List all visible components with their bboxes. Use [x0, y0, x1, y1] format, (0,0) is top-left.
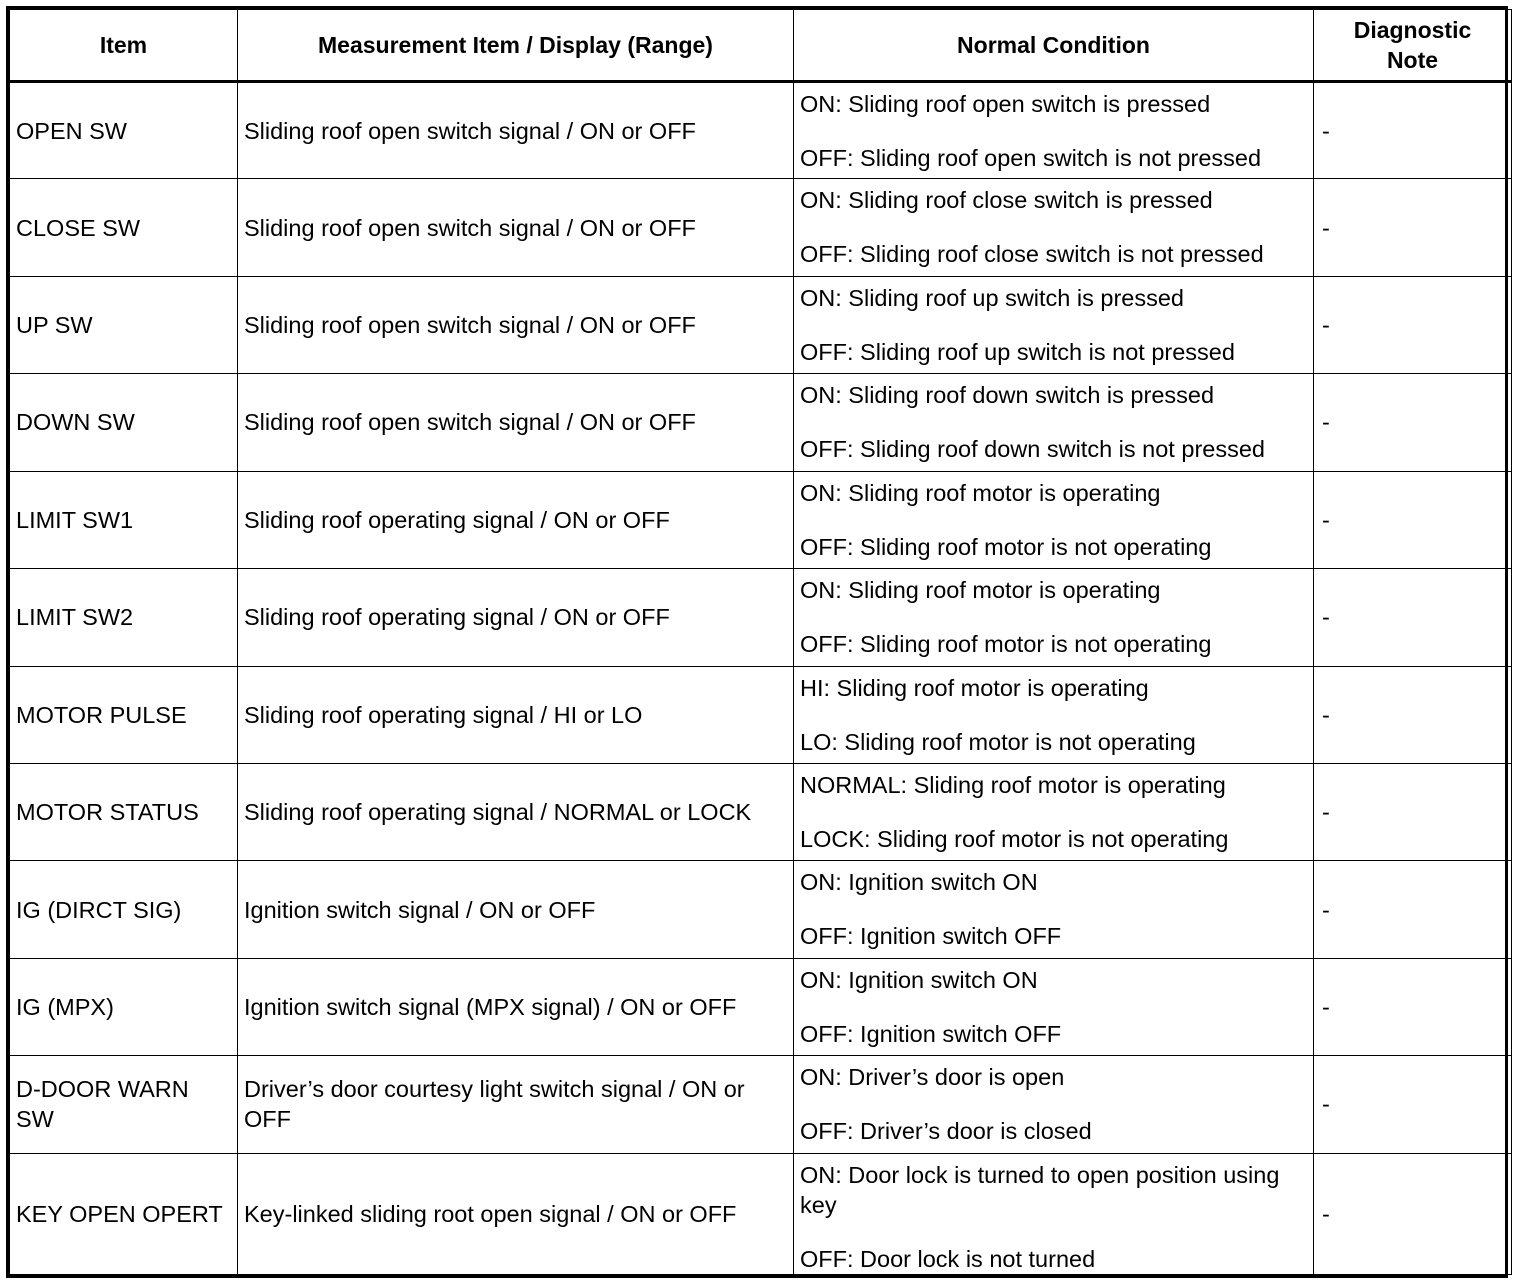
table-row	[10, 276, 1512, 373]
normal-condition-cell	[794, 958, 1314, 1055]
header-note-line1: Diagnostic	[1353, 17, 1472, 43]
measurement-cell: Sliding roof operating signal / ON or OFF	[238, 471, 794, 568]
condition-off: LOCK: Sliding roof motor is not operating	[800, 825, 1229, 852]
condition-off: OFF: Sliding roof motor is not operating	[800, 533, 1212, 560]
measurement-cell: Sliding roof operating signal / ON or OFF	[238, 569, 794, 666]
measurement-cell: Sliding roof operating signal / NORMAL or LOCK	[238, 763, 794, 860]
normal-condition-cell	[794, 82, 1314, 179]
table-row	[10, 179, 1512, 276]
diagnostic-note-cell: -	[1314, 666, 1512, 763]
condition-off: OFF: Driver’s door is closed	[800, 1118, 1092, 1145]
normal-condition-cell	[794, 179, 1314, 276]
table-row	[10, 374, 1512, 471]
item-cell: D-DOOR WARN SW	[10, 1056, 238, 1153]
condition-on: ON: Sliding roof motor is operating	[800, 479, 1161, 506]
table-row	[10, 861, 1512, 958]
normal-condition-cell	[794, 374, 1314, 471]
item-cell: KEY OPEN OPERT	[10, 1153, 238, 1274]
diagnostic-note-cell: -	[1314, 1056, 1512, 1153]
normal-condition-cell	[794, 666, 1314, 763]
condition-on: ON: Ignition switch ON	[800, 869, 1038, 896]
normal-condition-cell	[794, 569, 1314, 666]
condition-on: ON: Sliding roof motor is operating	[800, 577, 1161, 604]
condition-off: LO: Sliding roof motor is not operating	[800, 728, 1196, 755]
normal-condition-cell	[794, 861, 1314, 958]
header-note-line2: Note	[1386, 47, 1439, 73]
diagnostic-note-cell: -	[1314, 569, 1512, 666]
table-row	[10, 1056, 1512, 1153]
table-row	[10, 82, 1512, 179]
item-cell: OPEN SW	[10, 82, 238, 179]
diagnostic-note-cell: -	[1314, 374, 1512, 471]
item-cell: MOTOR PULSE	[10, 666, 238, 763]
diagnostic-note-cell: -	[1314, 958, 1512, 1055]
normal-condition-cell	[794, 276, 1314, 373]
item-cell: LIMIT SW1	[10, 471, 238, 568]
header-normal-condition: Normal Condition	[794, 10, 1314, 82]
condition-off: OFF: Sliding roof open switch is not pressed	[800, 145, 1262, 171]
condition-on: ON: Sliding roof down switch is pressed	[800, 382, 1215, 409]
condition-off: OFF: Sliding roof down switch is not pressed	[800, 436, 1265, 463]
condition-off: OFF: Ignition switch OFF	[800, 923, 1062, 950]
item-cell: UP SW	[10, 276, 238, 373]
condition-on: ON: Sliding roof close switch is pressed	[800, 187, 1213, 214]
measurement-cell: Sliding roof open switch signal / ON or OFF	[238, 82, 794, 179]
normal-condition-cell	[794, 1056, 1314, 1153]
diagnostic-note-cell: -	[1314, 276, 1512, 373]
measurement-cell: Ignition switch signal (MPX signal) / ON or OFF	[238, 958, 794, 1055]
item-cell: LIMIT SW2	[10, 569, 238, 666]
measurement-cell: Ignition switch signal / ON or OFF	[238, 861, 794, 958]
measurement-cell: Sliding roof open switch signal / ON or OFF	[238, 374, 794, 471]
header-measurement: Measurement Item / Display (Range)	[238, 10, 794, 82]
table-row	[10, 471, 1512, 568]
measurement-cell: Sliding roof operating signal / HI or LO	[238, 666, 794, 763]
normal-condition-cell	[794, 763, 1314, 860]
diagnostic-data-table-sheet	[6, 6, 1508, 1278]
header-diagnostic-note	[1314, 10, 1512, 82]
condition-off: OFF: Sliding roof up switch is not pressed	[800, 338, 1235, 365]
item-cell: DOWN SW	[10, 374, 238, 471]
condition-off: OFF: Door lock is not turned	[800, 1245, 1096, 1272]
condition-on: HI: Sliding roof motor is operating	[800, 674, 1149, 701]
diagnostic-note-cell: -	[1314, 471, 1512, 568]
diagnostic-note-cell: -	[1314, 82, 1512, 179]
header-row	[10, 10, 1512, 82]
table-row	[10, 666, 1512, 763]
table-row	[10, 569, 1512, 666]
normal-condition-cell	[794, 471, 1314, 568]
table-body	[10, 82, 1512, 1275]
condition-off: OFF: Ignition switch OFF	[800, 1020, 1062, 1047]
item-cell: IG (DIRCT SIG)	[10, 861, 238, 958]
measurement-cell: Sliding roof open switch signal / ON or OFF	[238, 276, 794, 373]
diagnostic-note-cell: -	[1314, 861, 1512, 958]
table-row	[10, 1153, 1512, 1274]
diagnostic-data-table	[9, 9, 1512, 1275]
item-cell: MOTOR STATUS	[10, 763, 238, 860]
table-row	[10, 958, 1512, 1055]
table-row	[10, 763, 1512, 860]
measurement-cell: Key-linked sliding root open signal / ON or OFF	[238, 1153, 794, 1274]
measurement-cell: Sliding roof open switch signal / ON or OFF	[238, 179, 794, 276]
item-cell: CLOSE SW	[10, 179, 238, 276]
condition-on: ON: Driver’s door is open	[800, 1064, 1065, 1091]
condition-on: ON: Door lock is turned to open position using key	[800, 1161, 1280, 1218]
diagnostic-note-cell: -	[1314, 763, 1512, 860]
condition-off: OFF: Sliding roof motor is not operating	[800, 631, 1212, 658]
condition-on: ON: Ignition switch ON	[800, 966, 1038, 993]
measurement-cell: Driver’s door courtesy light switch signal / ON or OFF	[238, 1056, 794, 1153]
condition-on: ON: Sliding roof open switch is pressed	[800, 91, 1211, 117]
item-cell: IG (MPX)	[10, 958, 238, 1055]
diagnostic-note-cell: -	[1314, 1153, 1512, 1274]
header-item: Item	[10, 10, 238, 82]
diagnostic-note-cell: -	[1314, 179, 1512, 276]
normal-condition-cell	[794, 1153, 1314, 1274]
condition-off: OFF: Sliding roof close switch is not pressed	[800, 241, 1264, 268]
condition-on: NORMAL: Sliding roof motor is operating	[800, 771, 1226, 798]
condition-on: ON: Sliding roof up switch is pressed	[800, 284, 1184, 311]
table-header	[10, 10, 1512, 82]
